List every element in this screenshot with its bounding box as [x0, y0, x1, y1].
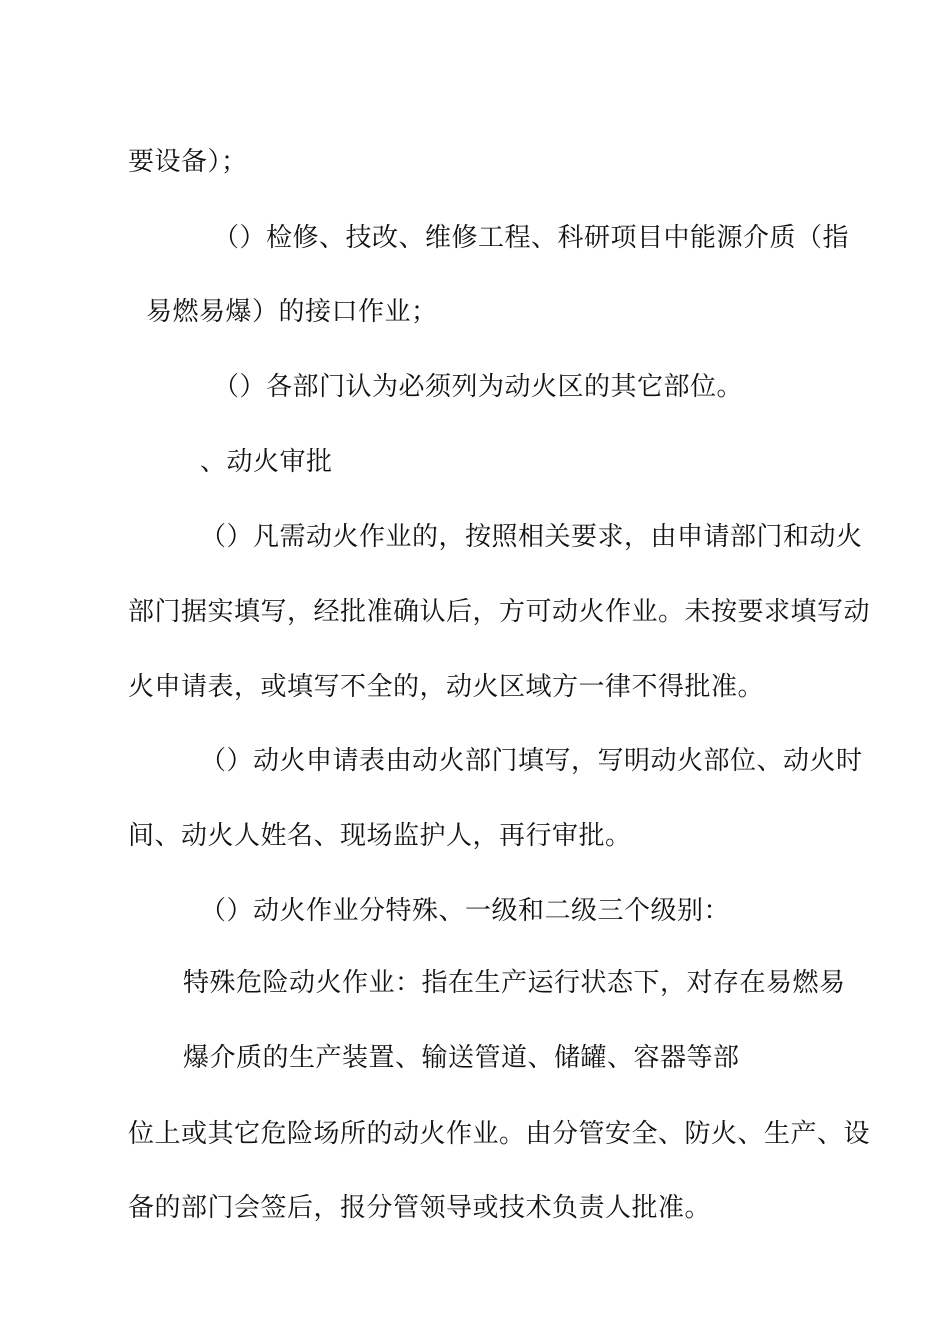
text-line-4: （）各部门认为必须列为动火区的其它部位。	[213, 372, 744, 402]
text-line-6: （）凡需动火作业的，按照相关要求，由申请部门和动火	[200, 522, 863, 552]
text-line-15: 备的部门会签后，报分管领导或技术负责人批准。	[128, 1193, 712, 1223]
text-line-12: 特殊危险动火作业：指在生产运行状态下，对存在易燃易	[183, 968, 846, 998]
text-line-10: 间、动火人姓名、现场监护人，再行审批。	[128, 821, 632, 851]
text-line-9: （）动火申请表由动火部门填写，写明动火部位、动火时	[200, 746, 863, 776]
text-line-3: 易燃易爆）的接口作业；	[146, 297, 438, 327]
text-line-8: 火申请表，或填写不全的，动火区域方一律不得批准。	[128, 672, 765, 702]
text-line-13: 爆介质的生产装置、输送管道、储罐、容器等部	[183, 1043, 740, 1073]
text-line-2: （）检修、技改、维修工程、科研项目中能源介质（指	[213, 223, 850, 253]
section-heading: 、动火审批	[200, 447, 333, 477]
text-line-14: 位上或其它危险场所的动火作业。由分管安全、防火、生产、设	[128, 1119, 871, 1149]
text-line-11: （）动火作业分特殊、一级和二级三个级别：	[200, 896, 731, 926]
text-line-7: 部门据实填写，经批准确认后，方可动火作业。未按要求填写动	[128, 597, 871, 627]
text-line-1: 要设备）；	[128, 147, 248, 177]
